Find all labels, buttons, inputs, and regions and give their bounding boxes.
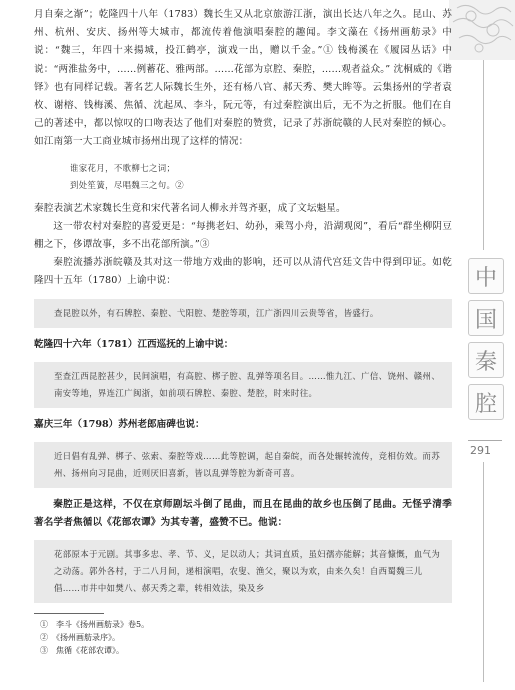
side-rule-bottom [483, 462, 484, 682]
paragraph-3: 这一带农村对秦腔的喜爱更是：“每携老妇、幼孙，乘驾小舟，沿湖观阅”，看后“群坐柳阴豆棚之下，侈谭故事，多不出花部所演。”③ [34, 220, 452, 251]
paragraph-2: 秦腔表演艺术家魏长生竟和宋代著名词人柳永并驾齐驱，成了文坛魁星。 [34, 202, 346, 214]
quote-box-2 [34, 362, 452, 408]
page-number-rule [468, 440, 502, 441]
quote-box-4 [34, 540, 452, 603]
quote-text-2: 至查江西昆腔甚少，民间演唱，有高腔、梆子腔、乱弹等项名目。……惟九江、广信、饶州、赣州、南安等地，界连江广闽浙，如前项石牌腔、秦腔、楚腔，时来时往。 [54, 370, 441, 398]
quote-text-3: 近日倡有乱弹、梆子、弦索、秦腔等戏……此等腔调，起自秦皖，而各处辗转流传，竞相仿效。而苏州、扬州向习昆曲，近则厌旧喜新，皆以乱弹等腔为新奇可喜。 [54, 451, 441, 479]
quote-box-1 [34, 299, 452, 328]
side-book-title [468, 258, 508, 426]
page-number: 291 [470, 444, 491, 457]
side-title-char-4: 腔 [468, 384, 504, 420]
footnote-3: ③ 焦循《花部农谭》。 [40, 646, 124, 656]
side-title-char-2: 国 [468, 300, 504, 336]
quote-text-1: 查昆腔以外，有石牌腔、秦腔、弋阳腔、楚腔等项，江广浙四川云贵等省，皆盛行。 [54, 307, 379, 318]
paragraph-1: 月自秦之渐”；乾隆四十八年（1783）魏长生又从北京旅游江浙，演出长达八年之久。昆山、苏州、杭州、安庆、扬州等大城市，都流传着他演唱秦腔的趣闻。李文藻在《扬州画舫录》中说：“魏三，年四十来揚城，投江鹤亭，演戏一出，赠以千金。”① 钱梅溪在《履园丛话》中说：“两淮盐务中，……例蓄花、雅两部。……花部为京腔、秦腔，……观者益众。” 沈桐威的《谐铎》也有同样记载。著名艺人际魏长生外，还有杨八官、郝天秀、樊大眸等。云集扬州的学者袁枚、谢榕、钱梅溪、焦循、沈起凤、李斗，阮元等，有过秦腔演出后，无不为之折服。他们在自己的著述中，都以惊叹的口吻表达了他们对秦腔的赞赏，记录了苏浙皖赣的人民对秦腔的倾心。如江南第一大工商业城市扬州出现了这样的情况： [34, 9, 452, 148]
quote-box-3 [34, 442, 452, 488]
footnote-1: ① 李斗《扬州画舫录》卷5。 [40, 620, 150, 630]
section-heading-2: 嘉庆三年（1798）苏州老郎庙碑也说： [34, 418, 205, 430]
section-heading-1: 乾隆四十六年（1781）江西巡抚的上谕中说： [34, 338, 234, 350]
side-title-char-1: 中 [468, 258, 504, 294]
text-column [34, 6, 452, 657]
footnote-divider [34, 613, 104, 614]
verse-line-1: 谁家花月，不歌柳七之词； [70, 162, 176, 173]
verse-quote [34, 160, 452, 194]
quote-text-4: 花部原本于元剧。其事多忠、孝、节、义，足以动人；其词直质，虽妇孺亦能解；其音慷慨，血气为之动荡。郭外各村，于二八月间，递相演唱，农叟、渔父，聚以为欢，由来久矣！自西蜀魏三儿倡……市井中如樊八、郝天秀之辈，转相效法，染及乡 [54, 549, 441, 594]
footnote-2: ② 《扬州画舫录序》。 [40, 633, 120, 643]
side-title-char-3: 秦 [468, 342, 504, 378]
paragraph-4: 秦腔流播苏浙皖赣及其对这一带地方戏曲的影响，还可以从清代宫廷文告中得到印证。如乾隆四十五年（1780）上谕中说： [34, 257, 452, 287]
corner-ornament [449, 0, 515, 60]
verse-line-2: 到处笙簧，尽唱魏三之句。② [70, 179, 185, 190]
side-rule-top [483, 60, 484, 250]
paragraph-5: 秦腔正是这样，不仅在京师剧坛斗倒了昆曲，而且在昆曲的故乡也压倒了昆曲。无怪乎清季著名学者焦循以《花部农谭》为其专著，盛赞不已。他说： [34, 499, 452, 529]
